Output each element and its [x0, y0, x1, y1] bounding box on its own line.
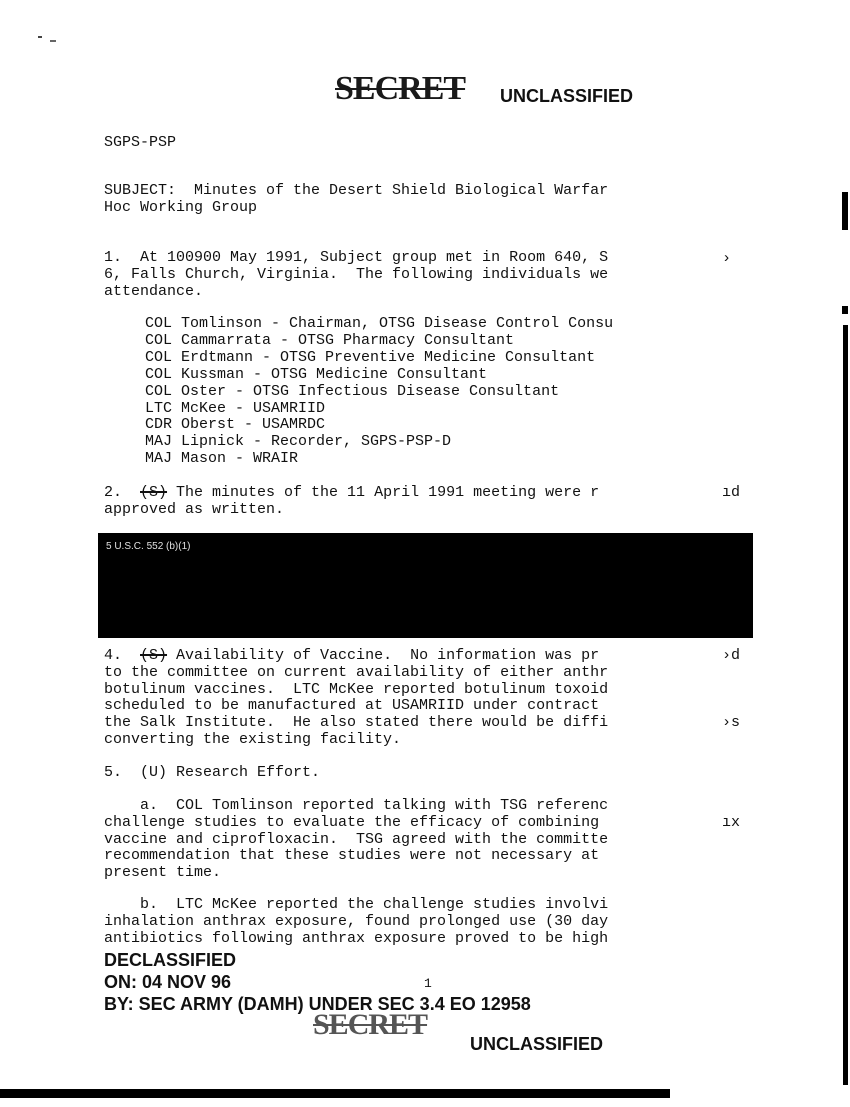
- margin-fragment: ›s: [722, 714, 741, 731]
- attendee: COL Kussman - OTSG Medicine Consultant: [145, 366, 488, 383]
- scan-edge-mark: [843, 325, 848, 1085]
- scan-speck: [38, 36, 42, 38]
- subject-line-2: Hoc Working Group: [104, 199, 258, 216]
- margin-fragment: ›: [722, 250, 732, 267]
- margin-fragment: ıd: [722, 484, 741, 501]
- classification-bottom: UNCLASSIFIED: [470, 1034, 604, 1054]
- redaction-block: [98, 533, 753, 638]
- para5a-line: challenge studies to evaluate the efficacy of combining: [104, 814, 600, 831]
- scan-edge-mark: [842, 306, 848, 314]
- scan-speck: [50, 40, 56, 42]
- para5a-line: recommendation that these studies were not necessary at: [104, 847, 600, 864]
- para4-line: scheduled to be manufactured at USAMRIID under contract: [104, 697, 600, 714]
- para1-line: 1. At 100900 May 1991, Subject group met in Room 640, S: [104, 249, 609, 266]
- attendee: CDR Oberst - USAMRDC: [145, 416, 326, 433]
- para5a-line: vaccine and ciprofloxacin. TSG agreed with the committe: [104, 831, 609, 848]
- para4-text: Availability of Vaccine. No information was pr: [167, 647, 600, 664]
- para5a-line: a. COL Tomlinson reported talking with TSG referenc: [104, 797, 609, 814]
- redaction-label: 5 U.S.C. 552 (b)(1): [106, 541, 191, 552]
- attendee: COL Erdtmann - OTSG Preventive Medicine Consultant: [145, 349, 596, 366]
- para2-line-1: [104, 484, 599, 501]
- attendee: COL Oster - OTSG Infectious Disease Consultant: [145, 383, 560, 400]
- secret-stamp-bottom: SECRET: [313, 1008, 428, 1041]
- para1-line: 6, Falls Church, Virginia. The following individuals we: [104, 266, 609, 283]
- para4-struck-classification: (S): [140, 647, 168, 664]
- attendee: COL Cammarrata - OTSG Pharmacy Consultant: [145, 332, 515, 349]
- subject-line-1: SUBJECT: Minutes of the Desert Shield Biological Warfar: [104, 182, 609, 199]
- para4-line: botulinum vaccines. LTC McKee reported botulinum toxoid: [104, 681, 609, 698]
- classification-top: UNCLASSIFIED: [500, 86, 634, 106]
- declass-line-2: ON: 04 NOV 96: [104, 972, 232, 992]
- para5b-line: inhalation anthrax exposure, found prolonged use (30 day: [104, 913, 609, 930]
- para4-line: converting the existing facility.: [104, 731, 402, 748]
- scan-edge-mark: [842, 192, 848, 230]
- para4-line: to the committee on current availability of either anthr: [104, 664, 609, 681]
- para1-line: attendance.: [104, 283, 204, 300]
- para2-line-2: approved as written.: [104, 501, 285, 518]
- office-symbol: SGPS-PSP: [104, 134, 177, 151]
- margin-fragment: ›d: [722, 647, 741, 664]
- scan-bottom-bar: [0, 1089, 670, 1098]
- margin-fragment: ıx: [722, 814, 741, 831]
- attendee: MAJ Mason - WRAIR: [145, 450, 299, 467]
- para5b-line: b. LTC McKee reported the challenge studies involvi: [104, 896, 609, 913]
- page-number: 1: [424, 976, 432, 991]
- declass-line-3: BY: SEC ARMY (DAMH) UNDER SEC 3.4 EO 12958: [104, 994, 531, 1014]
- para5b-line: antibiotics following anthrax exposure proved to be high: [104, 930, 609, 947]
- para4-line-1: [104, 647, 599, 664]
- declass-line-1: DECLASSIFIED: [104, 950, 237, 970]
- para4-number: 4.: [104, 647, 141, 664]
- para5a-line: present time.: [104, 864, 222, 881]
- para2-text: The minutes of the 11 April 1991 meeting were r: [167, 484, 600, 501]
- para2-number: 2.: [104, 484, 141, 501]
- para5-heading: 5. (U) Research Effort.: [104, 764, 321, 781]
- secret-stamp-top: SECRET: [335, 70, 466, 107]
- attendee: LTC McKee - USAMRIID: [145, 400, 326, 417]
- attendee: MAJ Lipnick - Recorder, SGPS-PSP-D: [145, 433, 452, 450]
- para2-struck-classification: (S): [140, 484, 168, 501]
- attendee: COL Tomlinson - Chairman, OTSG Disease Control Consu: [145, 315, 614, 332]
- para4-line: the Salk Institute. He also stated there would be diffi: [104, 714, 609, 731]
